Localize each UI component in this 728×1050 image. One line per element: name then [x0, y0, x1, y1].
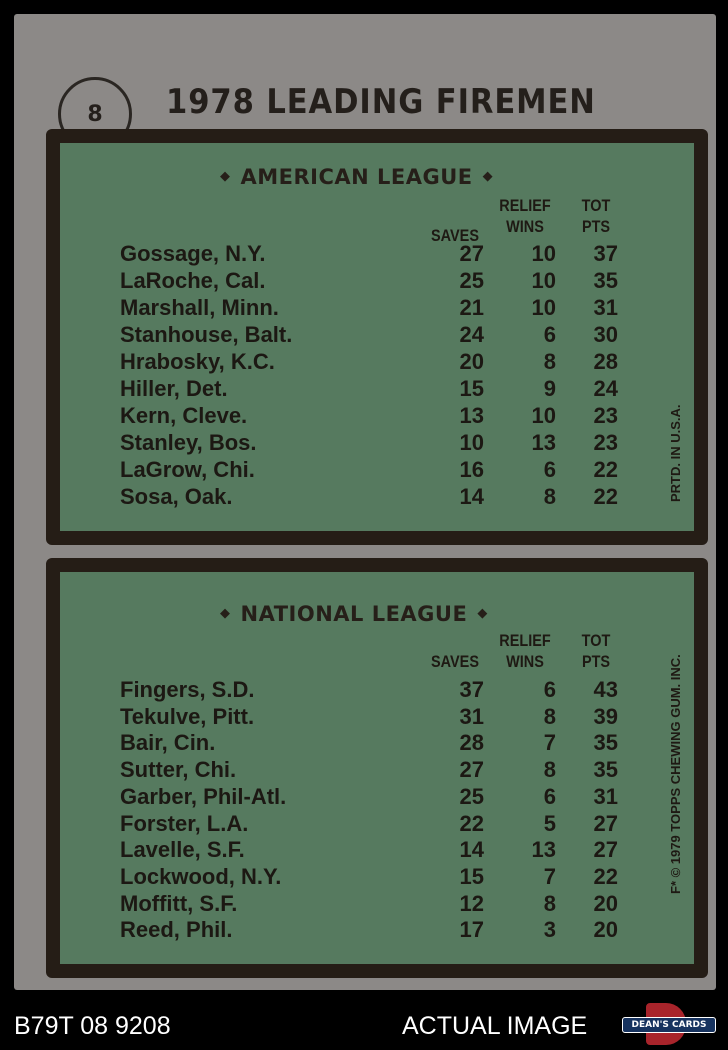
saves-value: 25: [459, 783, 484, 809]
saves-value: 24: [459, 322, 484, 347]
table-row: [60, 403, 694, 430]
player-name: Lockwood, N.Y.: [120, 863, 282, 889]
table-row: [60, 376, 694, 403]
tot-pts-value: 35: [593, 757, 618, 783]
logo-text: DEAN'S CARDS: [622, 1017, 716, 1033]
saves-value: 14: [459, 837, 484, 863]
relief-wins-value: 6: [543, 457, 556, 482]
player-name: Reed, Phil.: [120, 917, 233, 943]
player-name: Fingers, S.D.: [120, 677, 255, 702]
saves-value: 27: [459, 241, 484, 266]
relief-wins-value: 8: [543, 349, 556, 374]
player-name: Kern, Cleve.: [120, 403, 248, 428]
tot-pts-value: 24: [593, 376, 618, 401]
saves-value: 31: [459, 703, 484, 729]
player-name: Sosa, Oak.: [120, 484, 233, 509]
tot-pts-value: 28: [593, 349, 618, 374]
diamond-icon: ◆: [220, 168, 231, 184]
printed-in-usa-text: PRTD. IN U.S.A.: [668, 404, 683, 502]
saves-value: 22: [459, 810, 484, 836]
table-row: [60, 677, 694, 704]
header-relief-wins: RELIEF WINS: [499, 631, 551, 671]
table-row: [60, 349, 694, 376]
player-name: Stanhouse, Balt.: [120, 322, 293, 347]
relief-wins-value: 13: [531, 430, 556, 455]
player-name: Forster, L.A.: [120, 810, 249, 836]
header-tot-pts: TOT PTS: [581, 631, 611, 671]
saves-value: 17: [459, 917, 484, 943]
relief-wins-value: 5: [543, 810, 556, 836]
player-name: Bair, Cin.: [120, 730, 216, 756]
tot-pts-value: 35: [593, 268, 618, 293]
relief-wins-value: 8: [543, 757, 556, 783]
relief-wins-value: 13: [531, 837, 556, 863]
table-row: [60, 837, 694, 864]
copyright-text: F* © 1979 TOPPS CHEWING GUM. INC.: [668, 654, 683, 894]
saves-value: 13: [459, 403, 484, 428]
header-tot-pts: TOT PTS: [581, 196, 611, 236]
table-row: [60, 864, 694, 891]
player-name: LaGrow, Chi.: [120, 457, 255, 482]
player-name: Marshall, Minn.: [120, 295, 279, 320]
relief-wins-value: 6: [543, 322, 556, 347]
relief-wins-value: 8: [543, 703, 556, 729]
national-league-table: [60, 572, 694, 964]
tot-pts-value: 27: [593, 837, 618, 863]
saves-value: 20: [459, 349, 484, 374]
saves-value: 10: [459, 430, 484, 455]
saves-value: 37: [459, 677, 484, 702]
tot-pts-value: 23: [593, 430, 618, 455]
saves-value: 21: [459, 295, 484, 320]
tot-pts-value: 22: [593, 484, 618, 509]
tot-pts-value: 39: [593, 703, 618, 729]
player-name: Tekulve, Pitt.: [120, 703, 255, 729]
diamond-icon: ◆: [482, 168, 494, 184]
relief-wins-value: 10: [531, 268, 556, 293]
relief-wins-value: 6: [543, 783, 556, 809]
player-name: Moffitt, S.F.: [120, 890, 238, 916]
american-league-table: [60, 143, 694, 531]
table-row: [60, 757, 694, 784]
table-row: [60, 241, 694, 268]
table-row: [60, 704, 694, 731]
table-row: [60, 457, 694, 484]
relief-wins-value: 9: [543, 376, 556, 401]
saves-value: 15: [459, 376, 484, 401]
table-row: [60, 730, 694, 757]
table-row: [60, 784, 694, 811]
inventory-code: B79T 08 9208: [14, 1012, 171, 1040]
actual-image-label: ACTUAL IMAGE: [402, 1012, 588, 1040]
tot-pts-value: 20: [593, 917, 618, 943]
card-number: 8: [87, 102, 103, 127]
deans-cards-logo: [622, 1003, 716, 1045]
player-name: Gossage, N.Y.: [120, 241, 266, 266]
tot-pts-value: 37: [593, 241, 618, 266]
diamond-icon: ◆: [220, 605, 231, 621]
saves-value: 25: [459, 268, 484, 293]
relief-wins-value: 7: [543, 730, 556, 756]
header-saves: SAVES: [431, 226, 479, 245]
table-row: [60, 917, 694, 944]
player-name: Hiller, Det.: [120, 376, 228, 401]
tot-pts-value: 31: [593, 783, 618, 809]
saves-value: 16: [459, 457, 484, 482]
diamond-icon: ◆: [477, 605, 488, 621]
table-row: [60, 891, 694, 918]
tot-pts-value: 20: [593, 890, 618, 916]
player-name: Lavelle, S.F.: [120, 837, 245, 863]
tot-pts-value: 35: [593, 730, 618, 756]
american-league-title: ◆ AMERICAN LEAGUE ◆: [220, 165, 494, 189]
table-row: [60, 484, 694, 511]
national-league-title: ◆ NATIONAL LEAGUE ◆: [220, 602, 488, 626]
american-league-rows: [60, 241, 694, 511]
player-name: LaRoche, Cal.: [120, 268, 266, 293]
header-relief-wins: RELIEF WINS: [499, 196, 551, 236]
table-row: [60, 811, 694, 838]
tot-pts-value: 43: [593, 677, 618, 702]
table-row: [60, 322, 694, 349]
relief-wins-value: 10: [531, 403, 556, 428]
card-title: 1978 LEADING FIREMEN: [166, 82, 596, 122]
trading-card-back: [14, 14, 716, 990]
relief-wins-value: 8: [543, 484, 556, 509]
saves-value: 14: [459, 484, 484, 509]
saves-value: 28: [459, 730, 484, 756]
tot-pts-value: 27: [593, 810, 618, 836]
tot-pts-value: 31: [593, 295, 618, 320]
national-league-panel: [46, 558, 708, 978]
player-name: Garber, Phil-Atl.: [120, 783, 287, 809]
player-name: Hrabosky, K.C.: [120, 349, 275, 374]
american-league-panel: [46, 129, 708, 545]
saves-value: 15: [459, 863, 484, 889]
player-name: Stanley, Bos.: [120, 430, 257, 455]
relief-wins-value: 3: [543, 917, 556, 943]
relief-wins-value: 10: [531, 241, 556, 266]
tot-pts-value: 22: [593, 863, 618, 889]
tot-pts-value: 30: [593, 322, 618, 347]
player-name: Sutter, Chi.: [120, 757, 237, 783]
header-saves: SAVES: [431, 652, 479, 671]
tot-pts-value: 23: [593, 403, 618, 428]
relief-wins-value: 6: [543, 677, 556, 702]
table-row: [60, 268, 694, 295]
saves-value: 12: [459, 890, 484, 916]
relief-wins-value: 8: [543, 890, 556, 916]
relief-wins-value: 10: [531, 295, 556, 320]
saves-value: 27: [459, 757, 484, 783]
relief-wins-value: 7: [543, 863, 556, 889]
table-row: [60, 295, 694, 322]
table-row: [60, 430, 694, 457]
tot-pts-value: 22: [593, 457, 618, 482]
national-league-rows: [60, 677, 694, 952]
